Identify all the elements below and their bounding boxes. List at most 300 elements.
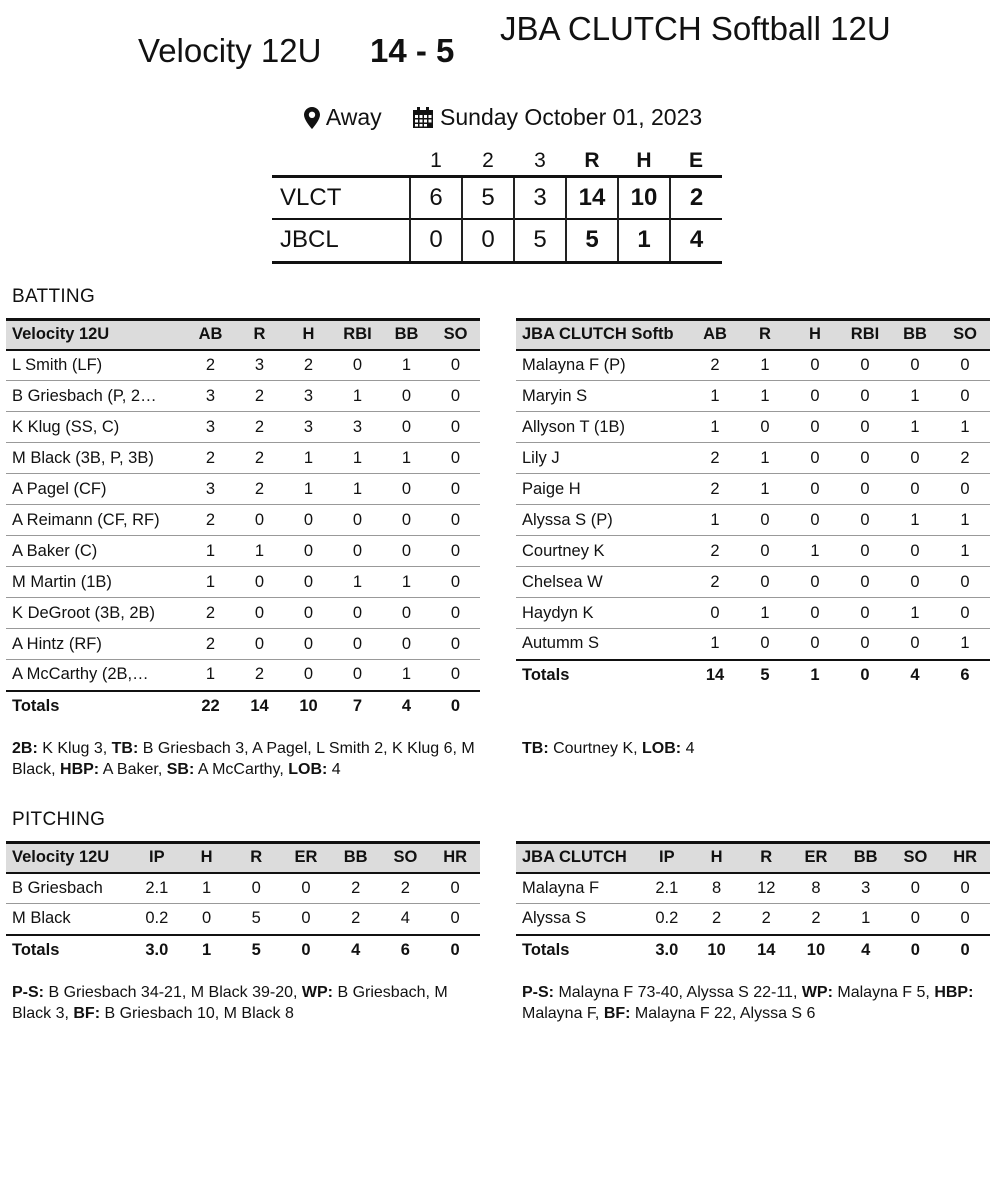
- stat-cell: 0: [182, 904, 232, 935]
- note-label: P-S:: [522, 984, 554, 1001]
- stat-cell: 1: [182, 873, 232, 904]
- stat-cell: 0: [891, 873, 941, 904]
- table-row: [516, 505, 990, 536]
- stat-cell: 1: [382, 350, 431, 381]
- stat-cell: 0: [431, 350, 480, 381]
- stat-cell: 0: [740, 567, 790, 598]
- table-row: [6, 904, 480, 935]
- note-label: BF:: [73, 1005, 101, 1022]
- stat-cell: 1: [333, 474, 382, 505]
- table-row: [6, 873, 480, 904]
- table-header-row: [6, 843, 480, 873]
- totals-cell: 3.0: [132, 935, 182, 966]
- table-header-row: [516, 843, 990, 873]
- stat-cell: 0: [382, 412, 431, 443]
- inning-header: 1: [430, 149, 442, 173]
- stat-cell: 0: [333, 505, 382, 536]
- player-name: Chelsea W: [516, 567, 690, 598]
- batting-table-away: [6, 318, 480, 722]
- stat-cell: 0: [840, 381, 890, 412]
- player-name: B Griesbach (P, 2…: [6, 381, 186, 412]
- stat-cell: 0: [890, 567, 940, 598]
- stat-column-header: ER: [791, 843, 841, 873]
- stat-cell: 1: [890, 598, 940, 629]
- map-pin-icon: [304, 107, 320, 129]
- stat-cell: 1: [940, 412, 990, 443]
- stat-cell: 2: [186, 598, 235, 629]
- note-text: Malayna F 5,: [832, 984, 935, 1001]
- batting-notes-away: [12, 738, 482, 780]
- errors-header: E: [688, 149, 703, 173]
- table-row: [516, 381, 990, 412]
- totals-cell: 0: [891, 935, 941, 966]
- stat-cell: 0: [333, 598, 382, 629]
- stat-cell: 2: [690, 443, 740, 474]
- stat-cell: 3: [284, 381, 333, 412]
- stat-cell: 0: [431, 443, 480, 474]
- batting-table-home: [516, 318, 990, 691]
- note-text: Malayna F 73-40, Alyssa S 22-11,: [554, 984, 802, 1001]
- stat-cell: 0: [431, 660, 480, 691]
- stat-cell: 1: [940, 505, 990, 536]
- stat-cell: 3: [186, 474, 235, 505]
- table-row: [516, 443, 990, 474]
- stat-column-header: BB: [382, 320, 431, 350]
- stat-cell: 2: [235, 381, 284, 412]
- stat-cell: 0: [231, 873, 281, 904]
- stat-cell: 0: [840, 505, 890, 536]
- player-name: Courtney K: [516, 536, 690, 567]
- totals-cell: 5: [231, 935, 281, 966]
- note-label: HBP:: [934, 984, 974, 1001]
- stat-cell: 1: [186, 567, 235, 598]
- totals-row: [6, 935, 480, 966]
- totals-label: Totals: [516, 935, 642, 966]
- note-text: B Griesbach 3, A Pagel, L Smith 2, K Klug 6, M Black,: [12, 740, 475, 778]
- note-label: SB:: [166, 761, 195, 778]
- note-label: LOB:: [642, 740, 682, 757]
- stat-column-header: ER: [281, 843, 331, 873]
- note-text: B Griesbach, M Black 3,: [12, 984, 448, 1022]
- team-column-header: JBA CLUTCH Softb: [516, 320, 690, 350]
- stat-cell: 0: [940, 381, 990, 412]
- stat-cell: 2: [186, 350, 235, 381]
- runs-total: 5: [566, 219, 618, 262]
- inning-header: 3: [534, 149, 546, 173]
- totals-cell: 4: [382, 691, 431, 722]
- table-row: [516, 412, 990, 443]
- table-row: [516, 873, 990, 904]
- pitching-table-home: [516, 841, 990, 966]
- player-name: Malayna F (P): [516, 350, 690, 381]
- table-row: [516, 474, 990, 505]
- player-name: L Smith (LF): [6, 350, 186, 381]
- stat-column-header: R: [235, 320, 284, 350]
- stat-column-header: SO: [381, 843, 431, 873]
- stat-column-header: AB: [186, 320, 235, 350]
- totals-row: [516, 660, 990, 691]
- player-name: Malayna F: [516, 873, 642, 904]
- table-row: [516, 629, 990, 660]
- stat-cell: 2: [284, 350, 333, 381]
- stat-column-header: RBI: [333, 320, 382, 350]
- totals-cell: 14: [690, 660, 740, 691]
- stat-cell: 0: [382, 505, 431, 536]
- stat-cell: 0: [281, 904, 331, 935]
- stat-cell: 0: [940, 904, 990, 935]
- note-text: Malayna F 22, Alyssa S 6: [630, 1005, 816, 1022]
- totals-cell: 1: [182, 935, 232, 966]
- stat-cell: 0: [382, 629, 431, 660]
- stat-column-header: R: [740, 320, 790, 350]
- location-text: Away: [325, 104, 382, 130]
- stat-cell: 0: [890, 443, 940, 474]
- stat-cell: 1: [740, 350, 790, 381]
- stat-cell: 0: [890, 474, 940, 505]
- stat-cell: 0: [790, 443, 840, 474]
- stat-cell: 0: [333, 350, 382, 381]
- home-team-name: JBA CLUTCH Softball 12U: [500, 10, 891, 47]
- stat-cell: 3: [333, 412, 382, 443]
- line-score-header: [272, 148, 722, 176]
- stat-cell: 0: [740, 505, 790, 536]
- stat-cell: 0: [382, 474, 431, 505]
- stat-cell: 1: [333, 443, 382, 474]
- stat-cell: 0: [840, 629, 890, 660]
- team-abbrev: JBCL: [272, 219, 410, 262]
- stat-cell: 0: [284, 660, 333, 691]
- table-row: [6, 505, 480, 536]
- table-row: [516, 536, 990, 567]
- table-row: [6, 567, 480, 598]
- table-row: [6, 536, 480, 567]
- stat-cell: 0: [235, 629, 284, 660]
- totals-cell: 0: [431, 691, 480, 722]
- player-name: K DeGroot (3B, 2B): [6, 598, 186, 629]
- player-name: A Baker (C): [6, 536, 186, 567]
- stat-column-header: BB: [890, 320, 940, 350]
- totals-cell: 14: [741, 935, 791, 966]
- hits-total: 10: [618, 176, 670, 219]
- location-info: [304, 104, 382, 131]
- stat-cell: 2: [235, 412, 284, 443]
- stat-cell: 0: [235, 598, 284, 629]
- player-name: M Martin (1B): [6, 567, 186, 598]
- player-name: B Griesbach: [6, 873, 132, 904]
- inning-score: 5: [514, 219, 566, 262]
- totals-cell: 10: [284, 691, 333, 722]
- stat-cell: 0: [890, 350, 940, 381]
- line-score-table: [272, 148, 722, 264]
- stat-cell: 0: [891, 904, 941, 935]
- stat-cell: 0: [840, 412, 890, 443]
- stat-cell: 0: [431, 598, 480, 629]
- totals-cell: 0: [281, 935, 331, 966]
- totals-label: Totals: [516, 660, 690, 691]
- inning-header: 2: [482, 149, 494, 173]
- player-name: Allyson T (1B): [516, 412, 690, 443]
- stat-cell: 0: [790, 598, 840, 629]
- final-score: 14 - 5: [370, 32, 455, 69]
- stat-cell: 1: [186, 536, 235, 567]
- stat-cell: 0: [431, 505, 480, 536]
- note-text: B Griesbach 34-21, M Black 39-20,: [44, 984, 302, 1001]
- note-text: 4: [681, 740, 695, 757]
- player-name: Haydyn K: [516, 598, 690, 629]
- stat-cell: 2.1: [132, 873, 182, 904]
- player-name: K Klug (SS, C): [6, 412, 186, 443]
- pitching-notes-away: [12, 982, 482, 1024]
- totals-cell: 4: [890, 660, 940, 691]
- stat-cell: 1: [333, 381, 382, 412]
- player-name: Autumm S: [516, 629, 690, 660]
- stat-cell: 0: [940, 873, 990, 904]
- stat-cell: 1: [690, 629, 740, 660]
- stat-cell: 2: [186, 629, 235, 660]
- stat-cell: 0.2: [642, 904, 692, 935]
- stat-column-header: HR: [430, 843, 480, 873]
- stat-column-header: BB: [841, 843, 891, 873]
- table-row: [6, 474, 480, 505]
- stat-cell: 2: [331, 904, 381, 935]
- table-row: [516, 904, 990, 935]
- stat-column-header: RBI: [840, 320, 890, 350]
- stat-column-header: SO: [891, 843, 941, 873]
- player-name: Lily J: [516, 443, 690, 474]
- table-header-row: [516, 320, 990, 350]
- stat-cell: 1: [841, 904, 891, 935]
- stat-cell: 3: [235, 350, 284, 381]
- stat-cell: 0: [431, 629, 480, 660]
- line-score-row-home: [272, 219, 722, 262]
- stat-cell: 0: [235, 505, 284, 536]
- table-row: [516, 598, 990, 629]
- stat-column-header: IP: [132, 843, 182, 873]
- stat-cell: 2: [690, 536, 740, 567]
- table-row: [516, 567, 990, 598]
- stat-cell: 1: [284, 443, 333, 474]
- team-column-header: Velocity 12U: [6, 843, 132, 873]
- stat-cell: 12: [741, 873, 791, 904]
- stat-cell: 0: [690, 598, 740, 629]
- note-label: BF:: [603, 1005, 631, 1022]
- stat-cell: 1: [382, 660, 431, 691]
- stat-cell: 0: [284, 598, 333, 629]
- stat-cell: 0: [790, 474, 840, 505]
- stat-cell: 5: [231, 904, 281, 935]
- stat-cell: 0: [430, 904, 480, 935]
- inning-score: 0: [462, 219, 514, 262]
- stat-cell: 0: [431, 412, 480, 443]
- totals-cell: 14: [235, 691, 284, 722]
- stat-cell: 0: [431, 474, 480, 505]
- player-name: Alyssa S (P): [516, 505, 690, 536]
- stat-cell: 0: [840, 350, 890, 381]
- table-row: [6, 412, 480, 443]
- stat-cell: 0: [431, 381, 480, 412]
- totals-cell: 22: [186, 691, 235, 722]
- stat-cell: 2: [692, 904, 742, 935]
- stat-cell: 1: [333, 567, 382, 598]
- stat-cell: 2: [186, 443, 235, 474]
- totals-cell: 4: [331, 935, 381, 966]
- note-label: WP:: [301, 984, 334, 1001]
- stat-cell: 0: [431, 567, 480, 598]
- stat-cell: 2: [381, 873, 431, 904]
- stat-cell: 3: [841, 873, 891, 904]
- stat-column-header: AB: [690, 320, 740, 350]
- stat-cell: 1: [690, 505, 740, 536]
- stat-cell: 0: [840, 567, 890, 598]
- stat-cell: 0: [284, 505, 333, 536]
- inning-score: 5: [462, 176, 514, 219]
- stat-cell: 1: [940, 536, 990, 567]
- player-name: A Reimann (CF, RF): [6, 505, 186, 536]
- batting-section-title: BATTING: [12, 286, 96, 307]
- date-text: Sunday October 01, 2023: [440, 104, 703, 130]
- totals-cell: 0: [840, 660, 890, 691]
- errors-total: 4: [670, 219, 722, 262]
- stat-cell: 2.1: [642, 873, 692, 904]
- player-name: M Black: [6, 904, 132, 935]
- inning-score: 3: [514, 176, 566, 219]
- team-column-header: Velocity 12U: [6, 320, 186, 350]
- stat-cell: 1: [284, 474, 333, 505]
- stat-cell: 1: [740, 381, 790, 412]
- hits-total: 1: [618, 219, 670, 262]
- stat-cell: 0: [235, 567, 284, 598]
- stat-cell: 0: [790, 381, 840, 412]
- table-row: [6, 443, 480, 474]
- totals-label: Totals: [6, 935, 132, 966]
- stat-cell: 0: [281, 873, 331, 904]
- stat-column-header: SO: [940, 320, 990, 350]
- stat-cell: 1: [186, 660, 235, 691]
- stat-cell: 1: [690, 381, 740, 412]
- note-text: 4: [327, 761, 341, 778]
- totals-cell: 4: [841, 935, 891, 966]
- team-abbrev: VLCT: [272, 176, 410, 219]
- stat-cell: 0: [890, 536, 940, 567]
- note-label: TB:: [111, 740, 139, 757]
- hits-header: H: [636, 149, 652, 173]
- calendar-icon: [412, 107, 434, 129]
- stat-cell: 1: [940, 629, 990, 660]
- stat-column-header: H: [790, 320, 840, 350]
- table-row: [6, 598, 480, 629]
- stat-column-header: HR: [940, 843, 990, 873]
- pitching-table-away: [6, 841, 480, 966]
- note-text: Courtney K,: [548, 740, 643, 757]
- stat-cell: 2: [331, 873, 381, 904]
- stat-cell: 4: [381, 904, 431, 935]
- stat-cell: 0: [430, 873, 480, 904]
- stat-cell: 8: [692, 873, 742, 904]
- totals-cell: 10: [791, 935, 841, 966]
- team-column-header: JBA CLUTCH: [516, 843, 642, 873]
- stat-cell: 0: [790, 629, 840, 660]
- stat-cell: 2: [741, 904, 791, 935]
- stat-cell: 0: [333, 536, 382, 567]
- line-score-row-away: [272, 176, 722, 219]
- note-label: 2B:: [12, 740, 38, 757]
- stat-cell: 1: [890, 505, 940, 536]
- stat-cell: 8: [791, 873, 841, 904]
- totals-cell: 6: [940, 660, 990, 691]
- stat-cell: 1: [740, 598, 790, 629]
- stat-column-header: BB: [331, 843, 381, 873]
- totals-cell: 5: [740, 660, 790, 691]
- stat-cell: 2: [690, 567, 740, 598]
- runs-total: 14: [566, 176, 618, 219]
- stat-cell: 0: [790, 505, 840, 536]
- stat-column-header: SO: [431, 320, 480, 350]
- stat-column-header: H: [692, 843, 742, 873]
- totals-row: [516, 935, 990, 966]
- table-row: [6, 381, 480, 412]
- stat-cell: 0: [382, 381, 431, 412]
- note-text: B Griesbach 10, M Black 8: [100, 1005, 294, 1022]
- totals-cell: 1: [790, 660, 840, 691]
- table-row: [6, 660, 480, 691]
- pitching-section-title: PITCHING: [12, 809, 106, 830]
- stat-cell: 0: [431, 536, 480, 567]
- stat-cell: 0: [284, 536, 333, 567]
- totals-row: [6, 691, 480, 722]
- stat-cell: 3: [186, 412, 235, 443]
- stat-cell: 0: [940, 567, 990, 598]
- stat-cell: 1: [690, 412, 740, 443]
- player-name: Alyssa S: [516, 904, 642, 935]
- stat-cell: 0: [740, 536, 790, 567]
- stat-cell: 1: [890, 412, 940, 443]
- player-name: A Pagel (CF): [6, 474, 186, 505]
- stat-cell: 1: [740, 474, 790, 505]
- stat-cell: 0: [840, 443, 890, 474]
- stat-cell: 0: [740, 412, 790, 443]
- totals-cell: 3.0: [642, 935, 692, 966]
- player-name: Maryin S: [516, 381, 690, 412]
- stat-column-header: R: [741, 843, 791, 873]
- stat-column-header: IP: [642, 843, 692, 873]
- stat-column-header: H: [284, 320, 333, 350]
- batting-notes-home: [522, 738, 992, 759]
- stat-cell: 1: [740, 443, 790, 474]
- pitching-notes-home: [522, 982, 992, 1024]
- stat-cell: 1: [382, 443, 431, 474]
- away-team-name: Velocity 12U: [138, 32, 322, 69]
- stat-cell: 0: [382, 536, 431, 567]
- stat-cell: 0: [284, 629, 333, 660]
- stat-cell: 1: [790, 536, 840, 567]
- stat-cell: 0: [284, 567, 333, 598]
- stat-cell: 0: [840, 474, 890, 505]
- note-text: K Klug 3,: [37, 740, 112, 757]
- note-text: A Baker,: [99, 761, 167, 778]
- table-row: [6, 350, 480, 381]
- player-name: M Black (3B, P, 3B): [6, 443, 186, 474]
- stat-cell: 0: [890, 629, 940, 660]
- stat-cell: 1: [382, 567, 431, 598]
- stat-cell: 3: [284, 412, 333, 443]
- game-meta: [0, 104, 1006, 135]
- player-name: Paige H: [516, 474, 690, 505]
- totals-cell: 0: [940, 935, 990, 966]
- note-label: WP:: [801, 984, 833, 1001]
- player-name: A Hintz (RF): [6, 629, 186, 660]
- player-name: A McCarthy (2B,…: [6, 660, 186, 691]
- stat-cell: 0: [333, 629, 382, 660]
